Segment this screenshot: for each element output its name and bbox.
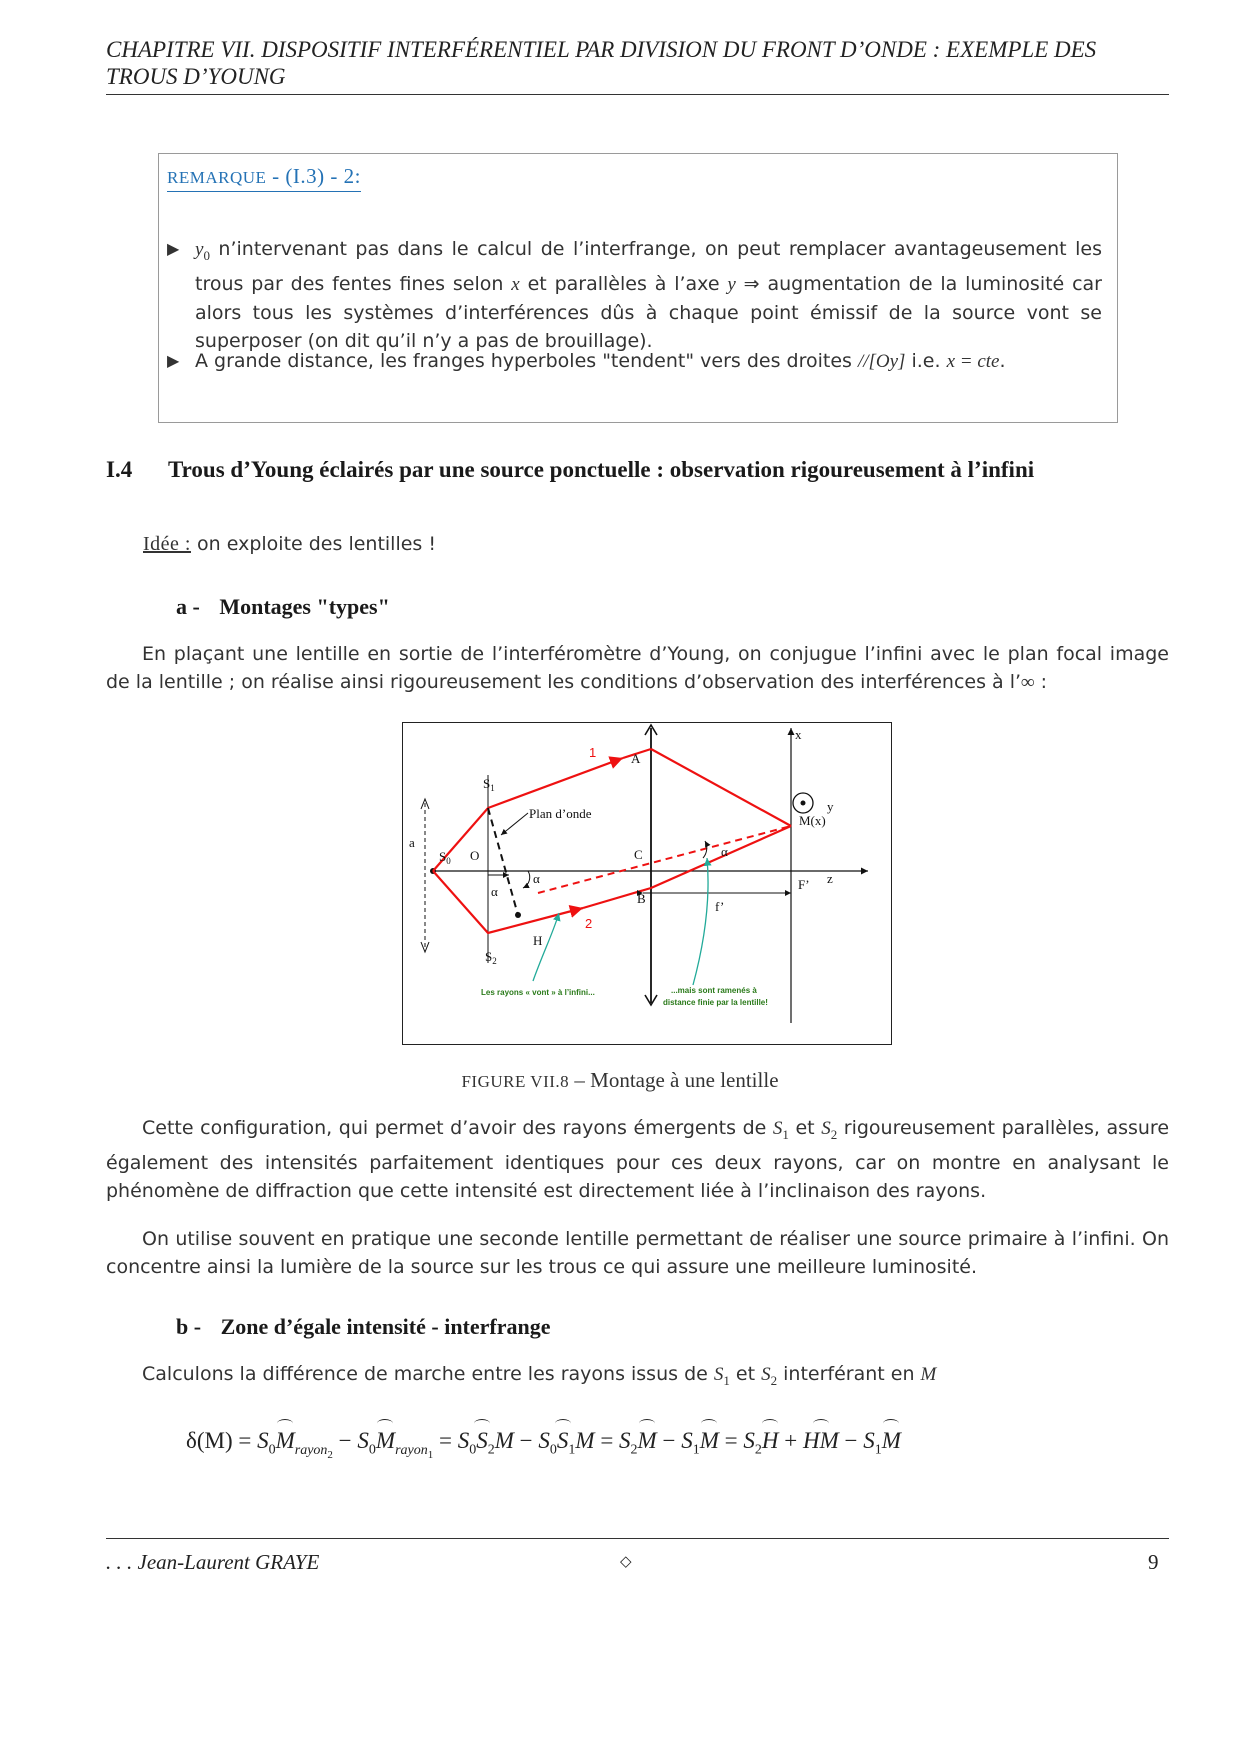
- section-title: Trous d’Young éclairés par une source ponctuelle : observation rigoureusement à l’infini: [168, 457, 1035, 482]
- label-f: f’: [715, 899, 725, 914]
- footer-diamond-icon: ◇: [620, 1552, 632, 1570]
- label-h: H: [533, 933, 543, 948]
- label-M: M(x): [799, 813, 826, 828]
- figure-lens-setup: [402, 722, 892, 1045]
- subsection-b-label: b -: [176, 1314, 202, 1339]
- figure-svg: [403, 723, 891, 1044]
- remark-box: [158, 153, 1118, 423]
- subsection-b-title: Zone d’égale intensité - interfrange: [220, 1314, 551, 1339]
- math-y0: $y_0$: [195, 239, 210, 263]
- label-z: z: [827, 871, 833, 886]
- caption-label: FIGURE VII.8: [461, 1072, 570, 1091]
- remark-bullet-1: ▶ $y_0$ n’intervenant pas dans le calcul de l’interfrange, on peut remplacer avantageusement les trous par des fentes fines selon x et parallèles à l’axe y ⇒ augmentation de la luminosité car alors tous les systèmes d’interférences dûs à chaque point émissif de la source vont se superposer (on dit qu’il n’y a pas de brouillage).: [167, 235, 1102, 355]
- label-ray-2: 2: [585, 916, 593, 931]
- header-rule: [106, 94, 1169, 95]
- label-C: C: [634, 847, 643, 862]
- remark-title-suffix: - (I.3) - 2:: [266, 164, 361, 188]
- ray-1-out: [651, 749, 791, 826]
- path-difference-equation: $\delta(M) = S_0M_{rayon_2} - S_0M_{rayon_1} = S_0S_2M - S_0S_1M = S_2M - S_1M = S_2H$ + HM − $S_1M$: [186, 1428, 901, 1461]
- label-a: a: [409, 835, 415, 850]
- label-s2: $S_2$: [485, 949, 497, 966]
- label-y: y: [827, 799, 834, 814]
- label-o: O: [470, 848, 480, 863]
- subsection-a-title: Montages "types": [219, 594, 390, 619]
- label-plan-onde: Plan d’onde: [529, 806, 592, 821]
- paragraph-1: En plaçant une lentille en sortie de l’interféromètre d’Young, on conjugue l’infini avec le plan focal image de la lentille ; on réalise ainsi rigoureusement les conditions d’observation des interférences à l’∞ :: [106, 643, 1169, 693]
- label-A: A: [631, 751, 641, 766]
- remark-bullet-2: ▶ A grande distance, les franges hyperboles "tendent" vers des droites //[Oy] i.e. x = cte.: [167, 347, 1102, 376]
- note-left: Les rayons « vont » à l’infini...: [481, 988, 595, 997]
- idee-line: [143, 533, 436, 556]
- subsection-b: [176, 1314, 551, 1340]
- bullet-triangle-icon: ▶: [167, 239, 180, 258]
- footer-rule: [106, 1538, 1169, 1539]
- paragraph-4: Calculons la différence de marche entre les rayons issus de $S_1$ et $S_2$ interférant en M: [142, 1363, 937, 1388]
- label-alpha-3: α: [721, 844, 728, 859]
- paragraph-2: Cette configuration, qui permet d’avoir des rayons émergents de $S_1$ et $S_2$ rigoureusement parallèles, assure également des intensités parfaitement identiques pour ces deux rayons, car on montre en analysant le phénomène de diffraction que cette intensité est directement liée à l’inclinaison des rayons.: [106, 1117, 1170, 1202]
- label-alpha-1: α: [491, 884, 498, 899]
- paragraph-3: On utilise souvent en pratique une seconde lentille permettant de réaliser une source primaire à l’infini. On concentre ainsi la lumière de la source sur les trous ce qui assure une meilleure luminosité.: [106, 1228, 1169, 1278]
- page-number: 9: [1148, 1550, 1159, 1574]
- ray-1-in: [433, 758, 623, 871]
- figure-caption: [0, 1068, 1240, 1093]
- subsection-a: [176, 594, 390, 620]
- idee-text: on exploite des lentilles !: [190, 533, 436, 555]
- remark-title: [167, 164, 361, 192]
- note-right-1: ...mais sont ramenés à: [671, 986, 757, 995]
- footer-author: . . . Jean-Laurent GRAYE: [106, 1550, 320, 1574]
- section-heading: [106, 455, 1169, 485]
- label-s0: $S_0$: [439, 849, 451, 866]
- label-alpha-2: α: [533, 871, 540, 886]
- subsection-a-label: a -: [176, 594, 200, 619]
- remark-title-main: REMARQUE: [167, 168, 267, 187]
- caption-text: – Montage à une lentille: [569, 1068, 779, 1092]
- label-ray-1: 1: [589, 745, 597, 760]
- label-x: x: [795, 727, 802, 742]
- note-right-2: distance finie par la lentille!: [663, 998, 768, 1007]
- chapter-title: CHAPITRE VII. DISPOSITIF INTERFÉRENTIEL PAR DIVISION DU FRONT D’ONDE : EXEMPLE DES TROUS D’YOUNG: [106, 37, 1097, 89]
- bullet-triangle-icon: ▶: [167, 351, 180, 370]
- section-number: I.4: [106, 457, 133, 482]
- label-B: B: [637, 891, 646, 906]
- label-s1: $S_1$: [483, 776, 495, 793]
- label-F: F’: [798, 877, 810, 892]
- idee-label: Idée :: [143, 533, 191, 555]
- running-header: [106, 36, 1168, 90]
